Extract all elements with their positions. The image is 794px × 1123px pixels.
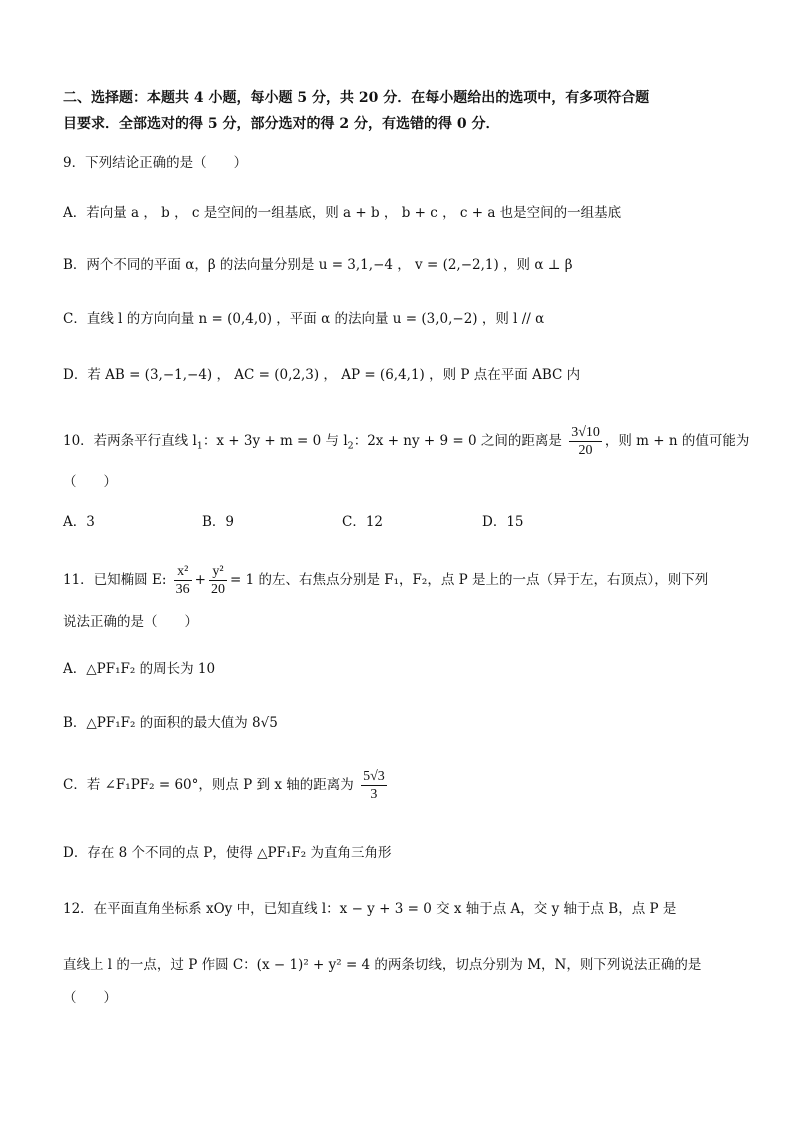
question-12-line1: 12．在平面直角坐标系 xOy 中，已知直线 l：x − y + 3 = 0 交 x 轴于点 A，交 y 轴于点 B，点 P 是 [63, 901, 677, 917]
q11-frac2-num: y² [209, 563, 227, 581]
section-heading-line2: 目要求．全部选对的得 5 分，部分选对的得 2 分，有选错的得 0 分． [63, 116, 500, 132]
question-11-stem-line2: 说法正确的是（ ） [63, 614, 198, 630]
question-12-line2: 直线上 l 的一点，过 P 作圆 C：(x − 1)² + y² = 4 的两条切线，切点分别为 M，N，则下列说法正确的是 [63, 957, 702, 973]
question-10-option-a: A．3 [63, 514, 95, 530]
question-10-option-c: C．12 [342, 514, 384, 530]
section-heading-line1: 二、选择题：本题共 4 小题，每小题 5 分，共 20 分．在每小题给出的选项中，有多项符合题 [63, 90, 650, 106]
q11-frac2-den: 20 [210, 582, 225, 597]
question-10-option-d: D．15 [482, 514, 524, 530]
q10-sub-1: 1 [196, 440, 203, 452]
q10-sub-2: 2 [347, 440, 354, 452]
question-9-option-d: D．若 AB = (3,−1,−4) ， AC = (0,2,3) ， AP = (6,4,1) ，则 P 点在平面 ABC 内 [63, 367, 581, 383]
question-11-option-c [63, 763, 390, 807]
q11-frac1-num: x² [174, 563, 192, 581]
question-10-paren: （ ） [63, 474, 117, 490]
q11-stem-pre: 11．已知椭圆 E: [63, 572, 167, 588]
q11-fraction-x [174, 563, 192, 598]
question-12-paren: （ ） [63, 990, 117, 1006]
q11-c-frac-den: 3 [370, 787, 378, 802]
q11-fraction-y [209, 563, 227, 598]
question-10-stem [63, 421, 749, 467]
q10-stem-mid2: ：2x + ny + 9 = 0 之间的距离是 [353, 433, 562, 449]
question-11-option-b: B．△PF₁F₂ 的面积的最大值为 8√5 [63, 715, 278, 731]
question-10-option-b: B．9 [202, 514, 235, 530]
question-9-option-a: A．若向量 a ， b ， c 是空间的一组基底，则 a + b ， b + c ， c + a 也是空间的一组基底 [63, 205, 622, 221]
q10-frac-num: 3√10 [571, 425, 600, 440]
q11-c-frac-num: 5√3 [363, 769, 385, 784]
question-9-option-c: C．直线 l 的方向向量 n = (0,4,0) ，平面 α 的法向量 u = (3,0,−2) ，则 l // α [63, 311, 545, 327]
q10-distance-fraction [569, 424, 602, 459]
q11-c-pre: C．若 ∠F₁PF₂ = 60°，则点 P 到 x 轴的距离为 [63, 777, 354, 793]
q10-frac-den: 20 [578, 443, 593, 458]
q10-stem-post: ，则 m + n 的值可能为 [604, 433, 750, 449]
q10-stem-pre: 10．若两条平行直线 l [63, 433, 197, 449]
q11-c-fraction [361, 768, 387, 803]
question-9-option-b: B．两个不同的平面 α，β 的法向量分别是 u = 3,1,−4 ， v = (2,−2,1) ，则 α ⊥ β [63, 257, 573, 273]
question-11-option-a: A．△PF₁F₂ 的周长为 10 [63, 661, 216, 677]
question-11-stem: 11．已知椭圆 E: $\frac{\text{x²}}{36}$ + $\frac{\text{y²}}{20}$ = 1 的左、右焦点分别是 F₁，F₂，点 P 是上的一点（异于左，右顶点），则下列 [63, 564, 709, 597]
q11-stem-post: = 1 的左、右焦点分别是 F₁，F₂，点 P 是上的一点（异于左，右顶点），则下列 [229, 572, 709, 588]
question-11-option-d: D．存在 8 个不同的点 P，使得 △PF₁F₂ 为直角三角形 [63, 845, 392, 861]
q10-stem-mid: ：x + 3y + m = 0 与 l [202, 433, 348, 449]
question-9-stem: 9．下列结论正确的是（ ） [63, 155, 248, 171]
q11-frac1-den: 36 [175, 582, 190, 597]
